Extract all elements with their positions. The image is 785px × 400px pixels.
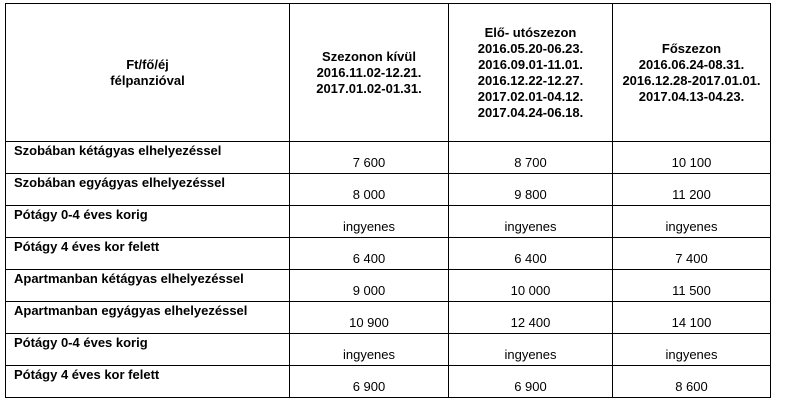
table-row — [6, 334, 771, 366]
row-label: Szobában egyágyas elhelyezéssel — [6, 174, 290, 206]
column-date: 2016.11.02-12.21. — [316, 64, 422, 80]
price-cell: 7 600 — [290, 142, 449, 174]
column-date: 2016.12.22-12.27. — [477, 72, 584, 88]
column-date: 2016.12.28-2017.01.01. — [622, 72, 761, 88]
price-cell: 8 000 — [290, 174, 449, 206]
table-row — [6, 302, 771, 334]
column-title: Elő- utószezon — [484, 24, 577, 40]
row-label: Pótágy 0-4 éves korig — [6, 334, 290, 366]
column-date: 2016.06.24-08.31. — [638, 56, 745, 72]
price-cell: 10 100 — [613, 142, 771, 174]
price-cell: 8 600 — [613, 366, 771, 398]
column-date: 2016.09.01-11.01. — [478, 56, 583, 72]
board-label: félpanzióval — [110, 72, 185, 88]
column-date: 2017.04.13-04.23. — [638, 88, 745, 104]
column-date: 2016.05.20-06.23. — [477, 40, 584, 56]
corner-header-cell — [6, 4, 290, 142]
table-row — [6, 366, 771, 398]
column-title: Szezonon kívül — [322, 48, 416, 64]
price-cell: 10 000 — [449, 270, 613, 302]
column-title: Főszezon — [661, 40, 722, 56]
price-table — [5, 3, 771, 398]
price-cell: 9 000 — [290, 270, 449, 302]
column-header-shoulder-season — [449, 4, 613, 142]
table-row — [6, 238, 771, 270]
price-cell: 8 700 — [449, 142, 613, 174]
price-cell: 9 800 — [449, 174, 613, 206]
price-cell: 11 500 — [613, 270, 771, 302]
table-row — [6, 270, 771, 302]
price-cell: 12 400 — [449, 302, 613, 334]
table-row — [6, 174, 771, 206]
table-row — [6, 206, 771, 238]
row-label: Apartmanban kétágyas elhelyezéssel — [6, 270, 290, 302]
row-label: Pótágy 4 éves kor felett — [6, 238, 290, 270]
price-cell: ingyenes — [290, 206, 449, 238]
price-cell: 14 100 — [613, 302, 771, 334]
column-date: 2017.04.24-06.18. — [477, 104, 584, 120]
price-cell: 11 200 — [613, 174, 771, 206]
column-header-off-season — [290, 4, 449, 142]
price-cell: 6 400 — [449, 238, 613, 270]
price-cell: ingyenes — [613, 206, 771, 238]
table-row — [6, 142, 771, 174]
header-row — [6, 4, 771, 142]
column-date: 2017.01.02-01.31. — [316, 80, 422, 96]
price-cell: 7 400 — [613, 238, 771, 270]
row-label: Szobában kétágyas elhelyezéssel — [6, 142, 290, 174]
row-label: Apartmanban egyágyas elhelyezéssel — [6, 302, 290, 334]
unit-label: Ft/fő/éj — [126, 56, 169, 72]
price-cell: ingyenes — [290, 334, 449, 366]
row-label: Pótágy 0-4 éves korig — [6, 206, 290, 238]
price-cell: 6 900 — [290, 366, 449, 398]
price-cell: ingyenes — [449, 334, 613, 366]
column-date: 2017.02.01-04.12. — [477, 88, 584, 104]
price-cell: 6 400 — [290, 238, 449, 270]
column-header-high-season — [613, 4, 771, 142]
row-label: Pótágy 4 éves kor felett — [6, 366, 290, 398]
price-cell: ingyenes — [449, 206, 613, 238]
price-cell: ingyenes — [613, 334, 771, 366]
price-cell: 10 900 — [290, 302, 449, 334]
price-cell: 6 900 — [449, 366, 613, 398]
